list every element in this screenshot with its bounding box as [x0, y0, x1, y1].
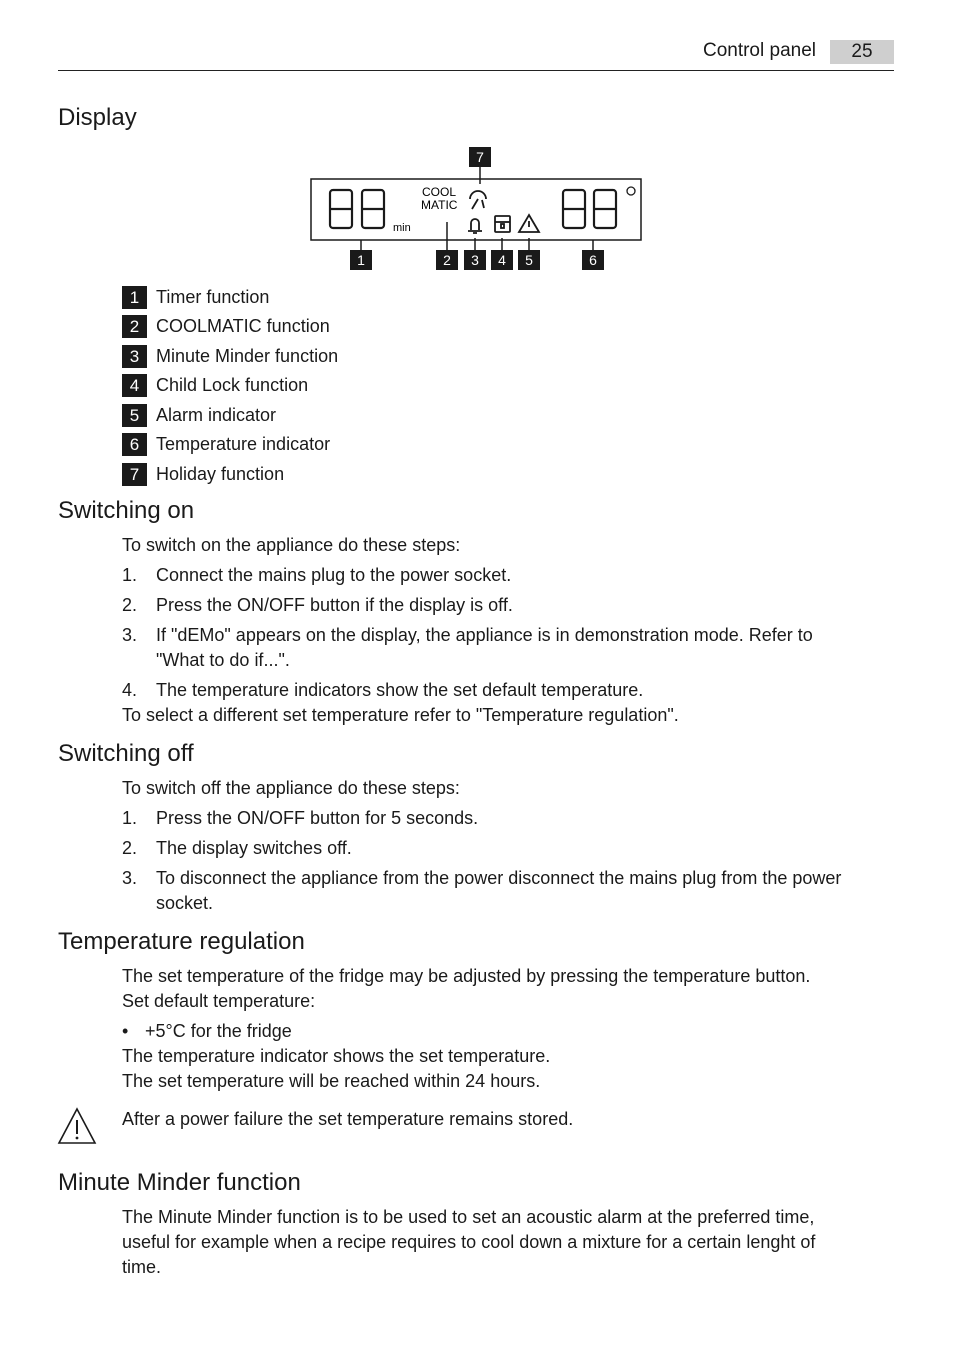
- warning-text: After a power failure the set temperature remains stored.: [122, 1109, 574, 1129]
- warning-icon: [56, 1106, 98, 1146]
- legend-label: Child Lock function: [156, 375, 309, 395]
- step-text: Connect the mains plug to the power socket.: [156, 565, 512, 585]
- legend-number: 4: [122, 374, 147, 397]
- step-number: 3.: [122, 625, 138, 645]
- callout-3: 3: [471, 252, 479, 268]
- callout-4: 4: [498, 252, 506, 268]
- legend-number: 7: [122, 463, 147, 486]
- step-number: 1.: [122, 808, 138, 828]
- section-title: Control panel: [702, 40, 816, 61]
- bell-icon: [468, 219, 482, 233]
- step-text-continued: socket.: [156, 893, 214, 913]
- bullet-text: +5°C for the fridge: [145, 1021, 292, 1041]
- step-number: 2.: [122, 595, 138, 615]
- display-panel-diagram: [300, 140, 660, 280]
- temp-text: The temperature indicator shows the set temperature.: [122, 1046, 551, 1066]
- step-text: Press the ON/OFF button if the display is off.: [156, 595, 513, 615]
- minute-minder-text: time.: [122, 1257, 162, 1277]
- step-number: 2.: [122, 838, 138, 858]
- step-text: Press the ON/OFF button for 5 seconds.: [156, 808, 479, 828]
- step-number: 4.: [122, 680, 138, 700]
- left-digits: [330, 190, 384, 228]
- display-heading: Display: [58, 104, 137, 131]
- switching-on-intro: To switch on the appliance do these steps:: [122, 535, 461, 555]
- minute-minder-heading: Minute Minder function: [58, 1169, 301, 1196]
- callout-6: 6: [589, 252, 597, 268]
- temp-text: The set temperature of the fridge may be adjusted by pressing the temperature button.: [122, 966, 811, 986]
- callout-2: 2: [443, 252, 451, 268]
- step-text: The temperature indicators show the set default temperature.: [156, 680, 644, 700]
- switching-off-heading: Switching off: [58, 740, 194, 767]
- legend-number: 2: [122, 315, 147, 338]
- step-text: To disconnect the appliance from the power disconnect the mains plug from the power: [156, 868, 842, 888]
- legend-label: Minute Minder function: [156, 346, 339, 366]
- step-text-continued: "What to do if...".: [156, 650, 290, 670]
- callout-1: 1: [357, 252, 365, 268]
- cool-label: COOL: [422, 185, 457, 199]
- legend-label: Temperature indicator: [156, 434, 331, 454]
- min-label: min: [393, 222, 411, 234]
- right-digits: [563, 190, 616, 228]
- step-number: 1.: [122, 565, 138, 585]
- minute-minder-text: useful for example when a recipe requires to cool down a mixture for a certain lenght of: [122, 1232, 816, 1252]
- minute-minder-text: The Minute Minder function is to be used to set an acoustic alarm at the preferred time,: [122, 1207, 815, 1227]
- matic-label: MATIC: [421, 198, 458, 212]
- bullet-symbol: •: [122, 1021, 129, 1041]
- legend-number: 3: [122, 345, 147, 368]
- legend-number: 5: [122, 404, 147, 427]
- step-number: 3.: [122, 868, 138, 888]
- temp-text: The set temperature will be reached within 24 hours.: [122, 1071, 541, 1091]
- degree-icon: [627, 187, 635, 195]
- callout-5: 5: [525, 252, 533, 268]
- legend-label: COOLMATIC function: [156, 316, 330, 336]
- legend-number: 1: [122, 286, 147, 309]
- temp-text: Set default temperature:: [122, 991, 316, 1011]
- legend-number: 6: [122, 433, 147, 456]
- switching-off-intro: To switch off the appliance do these steps:: [122, 778, 460, 798]
- legend-label: Timer function: [156, 287, 270, 307]
- holiday-icon: [470, 191, 486, 209]
- switching-on-outro: To select a different set temperature refer to "Temperature regulation".: [122, 705, 679, 725]
- page-number: 25: [830, 40, 894, 64]
- switching-on-heading: Switching on: [58, 497, 195, 524]
- legend-label: Alarm indicator: [156, 405, 277, 425]
- temperature-regulation-heading: Temperature regulation: [58, 928, 305, 955]
- legend-label: Holiday function: [156, 464, 285, 484]
- page-header: [58, 36, 894, 71]
- step-text: The display switches off.: [156, 838, 352, 858]
- callout-7: 7: [476, 149, 484, 165]
- step-text: If "dEMo" appears on the display, the appliance is in demonstration mode. Refer to: [156, 625, 813, 645]
